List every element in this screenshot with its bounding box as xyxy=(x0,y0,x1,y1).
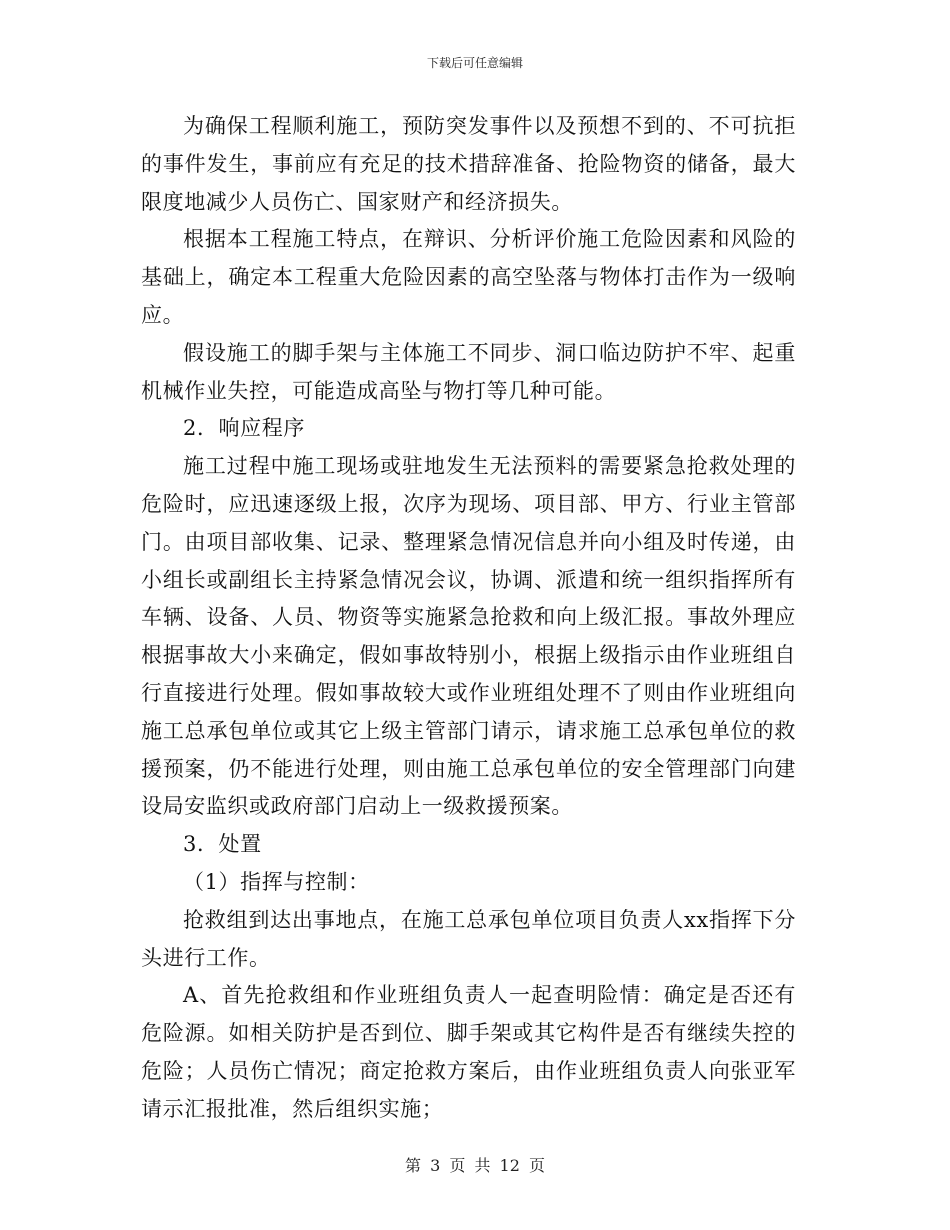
paragraph-assumption: 假设施工的脚手架与主体施工不同步、洞口临边防护不牢、起重机械作业失控，可能造成高坠与物打等几种可能。 xyxy=(141,340,796,403)
subsection-heading-command: （1）指挥与控制： xyxy=(183,869,370,894)
page-header: 下载后可任意编辑 xyxy=(426,56,523,70)
paragraph-risk-basis: 根据本工程施工特点，在辩识、分析评价施工危险因素和风险的基础上，确定本工程重大危险因素的高空坠落与物体打击作为一级响应。 xyxy=(141,227,796,327)
paragraph-response-procedure: 施工过程中施工现场或驻地发生无法预料的需要紧急抢救处理的危险时，应迅速逐级上报，次序为现场、项目部、甲方、行业主管部门。由项目部收集、记录、整理紧急情况信息并向小组及时传递，由小组长或副组长主持紧急情况会议，协调、派遣和统一组织指挥所有车辆、设备、人员、物资等实施紧急抢救和向上级汇报。事故外理应根据事故大小来确定，假如事故特别小，根据上级指示由作业班组自行直接进行处理。假如事故较大或作业班组处理不了则由作业班组向施工总承包单位或其它上级主管部门请示，请求施工总承包单位的救援预案，仍不能进行处理，则由施工总承包单位的安全管理部门向建设局安监织或政府部门启动上一级救援预案。 xyxy=(141,454,796,819)
document-body xyxy=(141,108,796,1129)
paragraph-step-a: A、首先抢救组和作业班组负责人一起查明险情：确定是否还有危险源。如相关防护是否到位、脚手架或其它构件是否有继续失控的危险；人员伤亡情况；商定抢救方案后，由作业班组负责人向张亚军请示汇报批准，然后组织实施； xyxy=(141,983,796,1121)
section-heading-response: 2．响应程序 xyxy=(183,416,305,441)
paragraph-intro: 为确保工程顺利施工，预防突发事件以及预想不到的、不可抗拒的事件发生，事前应有充足的技术措辞准备、抢险物资的储备，最大限度地减少人员伤亡、国家财产和经济损失。 xyxy=(141,114,796,214)
page-number-footer: 第 3 页 共 12 页 xyxy=(405,1156,545,1175)
section-heading-handling: 3．处置 xyxy=(183,832,262,857)
paragraph-rescue-team: 抢救组到达出事地点，在施工总承包单位项目负责人xx指挥下分头进行工作。 xyxy=(141,907,796,970)
